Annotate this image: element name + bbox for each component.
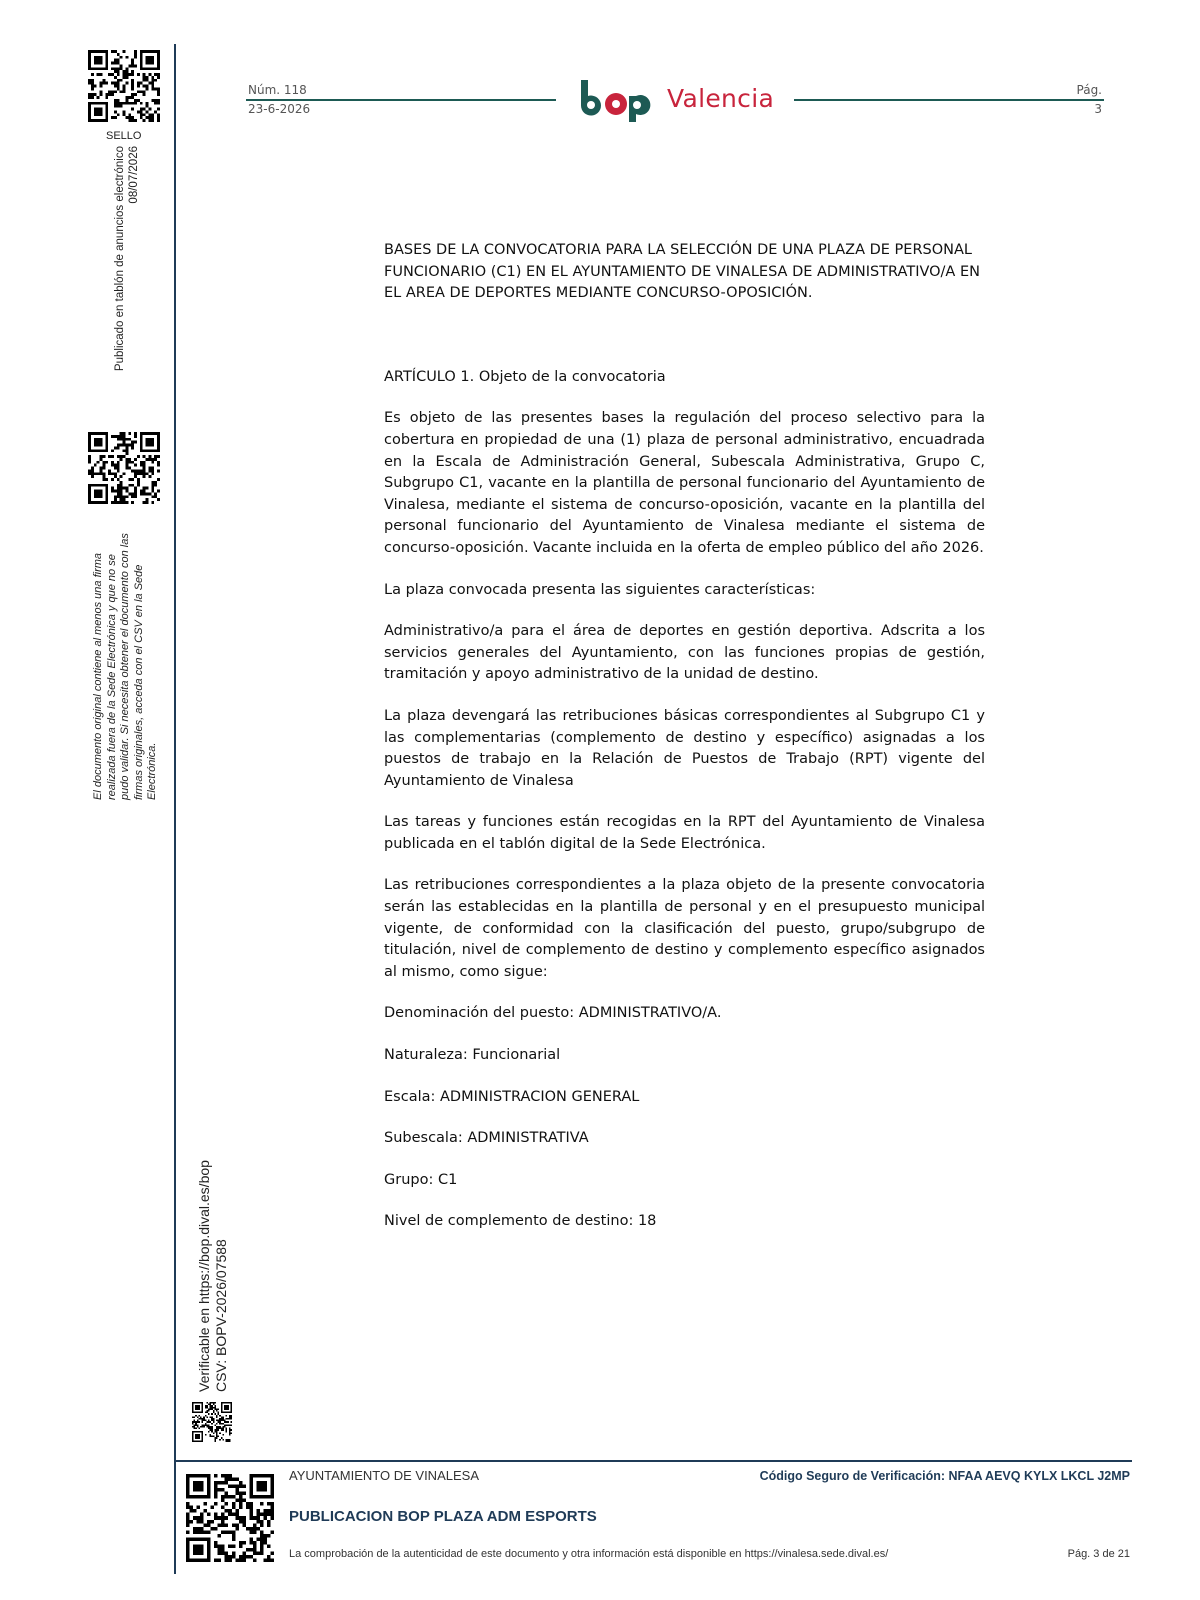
document-body	[384, 240, 985, 1233]
bop-logo-icon	[578, 78, 654, 122]
header-rule-right	[794, 99, 1104, 101]
published-stamp	[113, 146, 141, 376]
verifiable-line-2: CSV: BOPV-2026/07588	[213, 1239, 229, 1392]
paragraph-2: La plaza convocada presenta las siguientes características:	[384, 581, 816, 598]
paragraph-4: La plaza devengará las retribuciones básicas correspondientes al Subgrupo C1 y las complementarias (complemento de destino y específico) asignadas a los puestos de trabajo en la Relación de Puestos de Trabajo (RPT) vigente del Ayuntamiento de Vinalesa	[384, 707, 985, 789]
verifiable-line-1: Verificable en https://bop.dival.es/bop	[196, 1160, 212, 1392]
original-document-note: El documento original contiene al menos una firma realizada fuera de la Sede Electrónica y que no se pudo validar. Si necesita obtener el documento con las firmas originales, acceda con el CSV en la Sede Electrónica.	[92, 533, 158, 800]
field-grupo: Grupo: C1	[384, 1171, 458, 1188]
qr-code-footer	[186, 1474, 274, 1562]
published-line-2: 08/07/2026	[128, 146, 140, 204]
field-nivel: Nivel de complemento de destino: 18	[384, 1213, 657, 1230]
footer-page-count: Pág. 3 de 21	[1067, 1548, 1130, 1560]
field-naturaleza: Naturaleza: Funcionarial	[384, 1047, 561, 1064]
footer-verification-note: La comprobación de la autenticidad de este documento y otra información está disponible en https://vinalesa.sede.dival.es/	[289, 1548, 889, 1560]
page-number: 3	[1094, 102, 1102, 116]
paragraph-1: Es objeto de las presentes bases la regulación del proceso selectivo para la cobertura en propiedad de una (1) plaza de personal administrativo, encuadrada en la Escala de Administración General, Subescala Administrativa, Grupo C, Subgrupo C1, vacante en la plantilla de personal funcionario del Ayuntamiento de Vinalesa, mediante el sistema de concurso-oposición, vacante en la plantilla del personal funcionario del Ayuntamiento de Vinalesa mediante el sistema de concurso-oposición. Vacante incluida en la oferta de empleo público del año 2026.	[384, 410, 985, 556]
field-escala: Escala: ADMINISTRACION GENERAL	[384, 1088, 640, 1105]
footer-document-title: PUBLICACION BOP PLAZA ADM ESPORTS	[289, 1508, 597, 1525]
qr-code-sello	[88, 50, 160, 122]
article-title: ARTÍCULO 1. Objeto de la convocatoria	[384, 368, 666, 385]
paragraph-3-rest: para el área de deportes en gestión deportiva. Adscrita a los servicios generales del Ayuntamiento, con las funciones propias de gestión, tramitación y apoyo administrativo de la unidad de destino.	[384, 623, 985, 683]
footer-ayuntamiento: AYUNTAMIENTO DE VINALESA	[289, 1468, 479, 1483]
paragraph-3-lead: Administrativo/a	[384, 623, 504, 640]
header-rule-left	[246, 99, 556, 101]
qr-code-verifiable	[192, 1402, 232, 1442]
qr-code-original	[88, 432, 160, 504]
page-label: Pág.	[1076, 83, 1102, 97]
left-margin-rule	[174, 44, 176, 1460]
verifiable-stamp	[196, 1162, 230, 1392]
paragraph-6: Las retribuciones correspondientes a la plaza objeto de la presente convocatoria serán las establecidas en la plantilla de personal y en el presupuesto municipal vigente, de conformidad con la clasificación del puesto, grupo/subgrupo de titulación, nivel de complemento de destino y complemento específico asignados al mismo, como sigue:	[384, 877, 985, 980]
document-title: BASES DE LA CONVOCATORIA PARA LA SELECCIÓN DE UNA PLAZA DE PERSONAL FUNCIONARIO (C1) EN EL AYUNTAMIENTO DE VINALESA DE ADMINISTRATIVO/A EN EL AREA DE DEPORTES MEDIANTE CONCURSO-OPOSICIÓN.	[384, 242, 980, 302]
logo-valencia-text: Valencia	[667, 84, 775, 113]
paragraph-5: Las tareas y funciones están recogidas en la RPT del Ayuntamiento de Vinalesa publicada en el tablón digital de la Sede Electrónica.	[384, 814, 985, 852]
footer-rule	[174, 1460, 1132, 1462]
issue-date: 23-6-2026	[248, 102, 311, 116]
field-denominacion: Denominación del puesto: ADMINISTRATIVO/A.	[384, 1005, 722, 1022]
footer-csv-code: Código Seguro de Verificación: NFAA AEVQ KYLX LKCL J2MP	[759, 1469, 1130, 1483]
sello-label: SELLO	[106, 130, 142, 142]
left-margin-rule-bottom	[174, 1460, 176, 1574]
paragraph-3	[384, 621, 985, 686]
issue-number: Núm. 118	[248, 83, 307, 97]
published-line-1: Publicado en tablón de anuncios electrónico	[114, 146, 126, 372]
field-subescala: Subescala: ADMINISTRATIVA	[384, 1130, 589, 1147]
